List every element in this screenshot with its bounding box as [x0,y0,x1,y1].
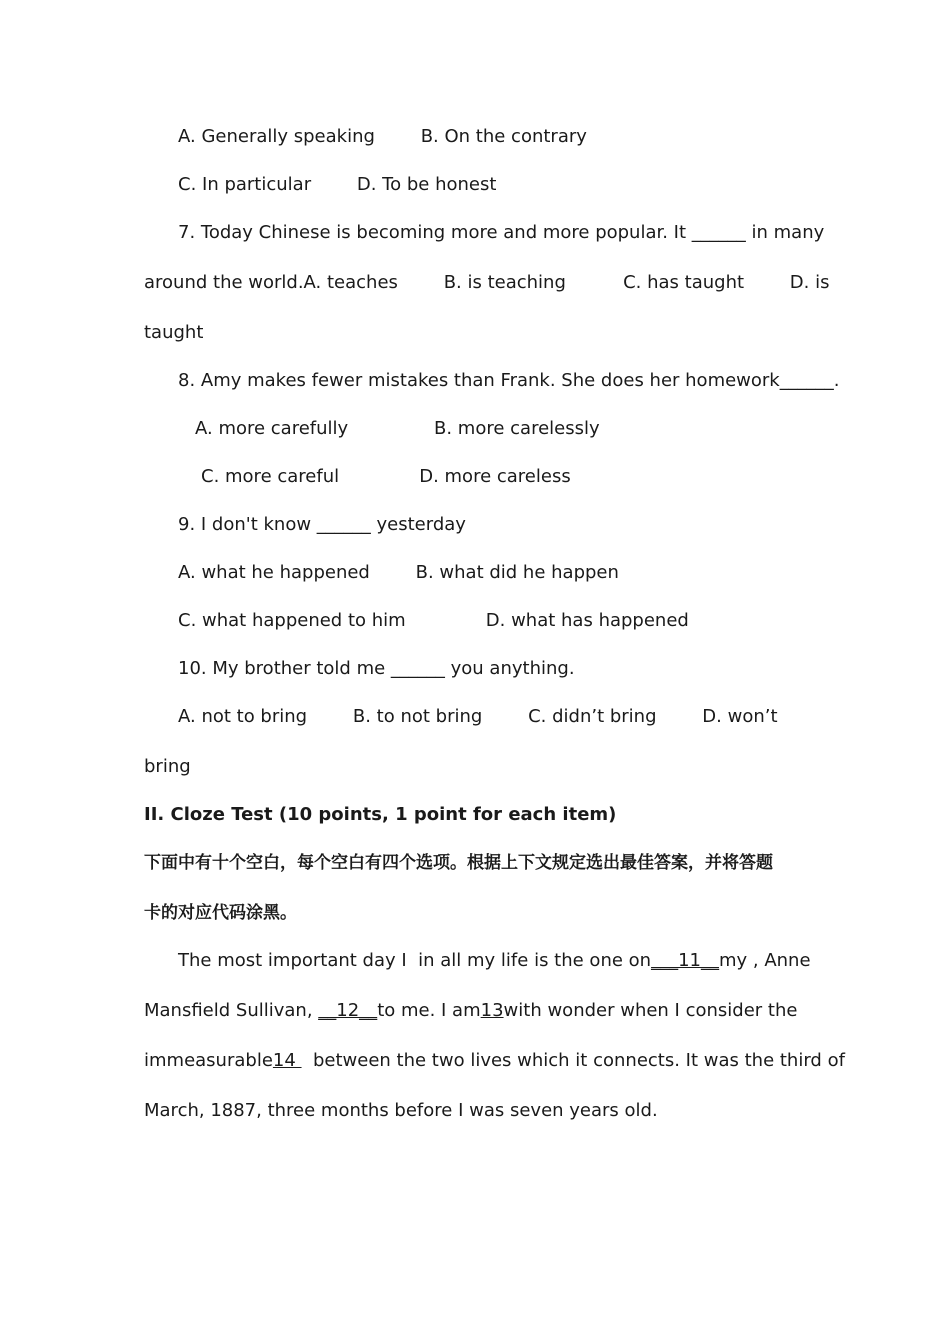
section-instruction-line1: 下面中有十个空白，每个空白有四个选项。根据上下文规定选出最佳答案，并将答题 [144,853,773,873]
passage-line2 [144,999,797,1023]
passage-text: immeasurable [144,1050,273,1071]
q8-options-row1: A. more carefully B. more carelessly [195,418,600,439]
passage-text: The most important day I in all my life is the one on [178,950,652,971]
blank-11: ___11__ [651,950,719,971]
blank-14: 14 [272,1050,302,1071]
passage-text: with wonder when I consider the [503,1000,798,1021]
passage-text: to me. I am [377,1000,481,1021]
q10-options-row2: bring [144,756,191,777]
q7-stem-line1: 7. Today Chinese is becoming more and more popular. It ______ in many [178,222,825,243]
q9-options-row1: A. what he happened B. what did he happen [178,562,619,583]
q6-options-row1: A. Generally speaking B. On the contrary [178,126,587,147]
q9-options-row2: C. what happened to him D. what has happened [178,610,689,631]
q7-stem-line3: taught [144,322,204,343]
blank-12: __12__ [318,1000,378,1021]
blank-13: 13 [480,1000,504,1021]
q10-stem: 10. My brother told me ______ you anything. [178,658,575,679]
q8-stem: 8. Amy makes fewer mistakes than Frank. She does her homework______. [178,370,840,391]
q6-options-row2: C. In particular D. To be honest [178,174,497,195]
q10-options-row1: A. not to bring B. to not bring C. didn’t bring D. won’t [178,706,778,727]
q9-stem: 9. I don't know ______ yesterday [178,514,466,535]
passage-text: between the two lives which it connects. It was the third of [301,1050,845,1071]
section-heading: II. Cloze Test (10 points, 1 point for each item) [144,804,617,825]
passage-line4: March, 1887, three months before I was seven years old. [144,1100,658,1121]
q8-options-row2: C. more careful D. more careless [201,466,571,487]
section-instruction-line2: 卡的对应代码涂黑。 [144,903,297,923]
passage-line3 [144,1049,845,1073]
passage-text: my , Anne [718,950,811,971]
q7-stem-line2: around the world.A. teaches B. is teaching C. has taught D. is [144,272,830,293]
passage-text: Mansfield Sullivan, [144,1000,319,1021]
passage-line1 [178,949,811,973]
